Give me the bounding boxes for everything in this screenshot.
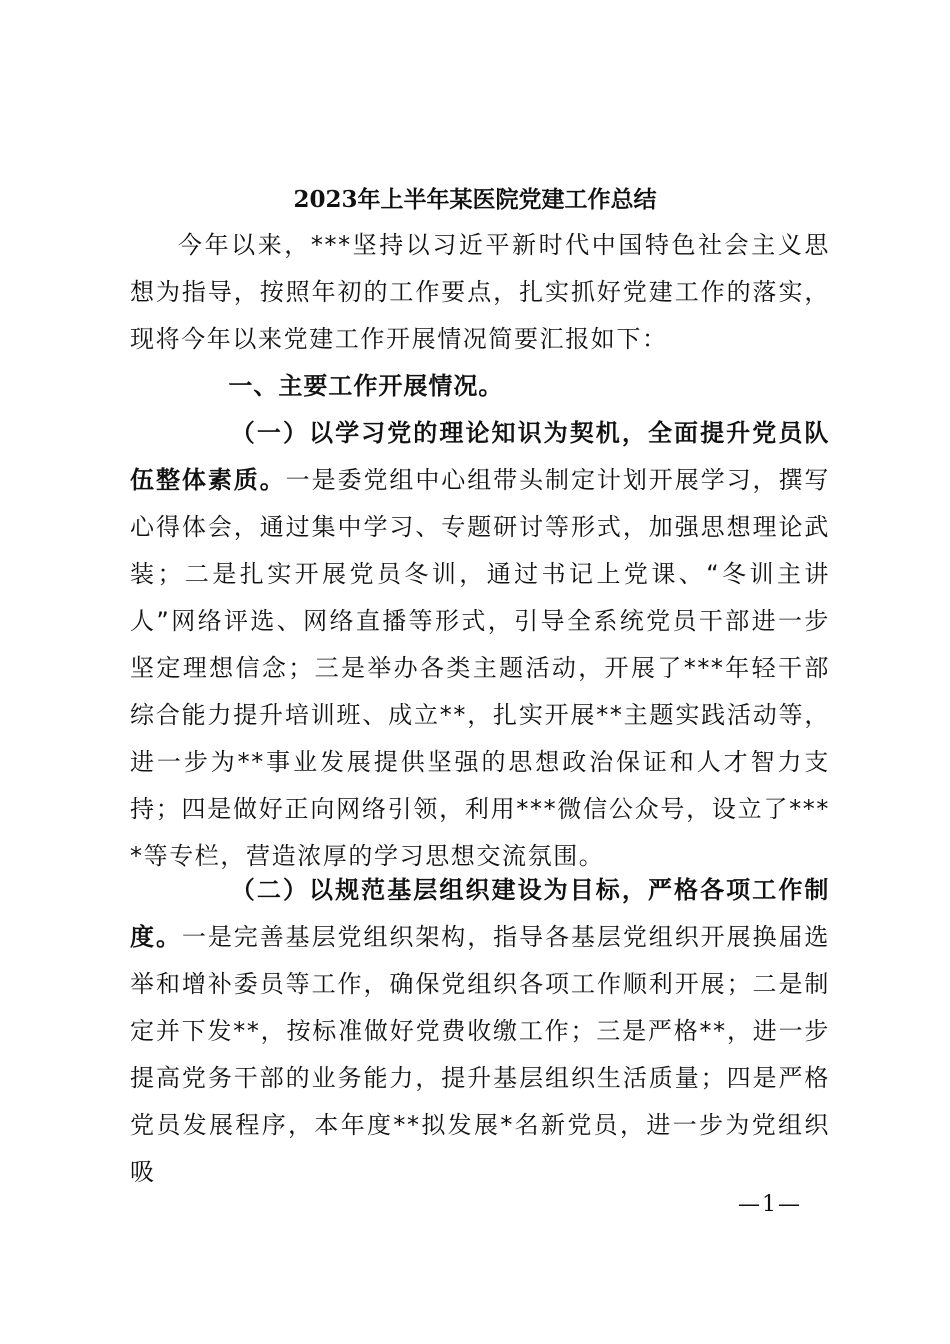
- page-number: —1—: [738, 1192, 802, 1217]
- paragraph-1-lead: （一）以学习党的理论知识为契机，全面提升党员队伍整体素质。: [130, 419, 830, 494]
- paragraph-1-body: 一是委党组中心组带头制定计划开展学习，撰写心得体会，通过集中学习、专题研讨等形式，加强思想理论武装；二是扎实开展党员冬训，通过书记上党课、“冬训主讲人”网络评选、网络直播等形式，引导全系统党员干部进一步坚定理想信念；三是举办各类主题活动，开展了***年轻干部综合能力提升培训班、成立**，扎实开展**主题实践活动等，进一步为**事业发展提供坚强的思想政治保证和人才智力支持；四是做好正向网络引领，利用***微信公众号，设立了****等专栏，营造浓厚的学习思想交流氛围。: [130, 466, 830, 870]
- section-paragraph-1: [130, 410, 830, 880]
- intro-paragraph: 今年以来，***坚持以习近平新时代中国特色社会主义思想为指导，按照年初的工作要点，扎实抓好党建工作的落实，现将今年以来党建工作开展情况简要汇报如下：: [130, 231, 830, 353]
- document-title: 2023年上半年某医院党建工作总结: [293, 186, 657, 213]
- section-heading: 一、主要工作开展情况。: [228, 372, 504, 400]
- section-paragraph-2: [130, 867, 830, 1196]
- paragraph-2-body: 一是完善基层党组织架构，指导各基层党组织开展换届选举和增补委员等工作，确保党组织各项工作顺利开展；二是制定并下发**，按标准做好党费收缴工作；三是严格**，进一步提高党务干部的业务能力，提升基层组织生活质量；四是严格党员发展程序，本年度**拟发展*名新党员，进一步为党组织吸: [130, 923, 831, 1186]
- paragraph-2-lead: （二）以规范基层组织建设为目标，严格各项工作制度。: [130, 876, 830, 951]
